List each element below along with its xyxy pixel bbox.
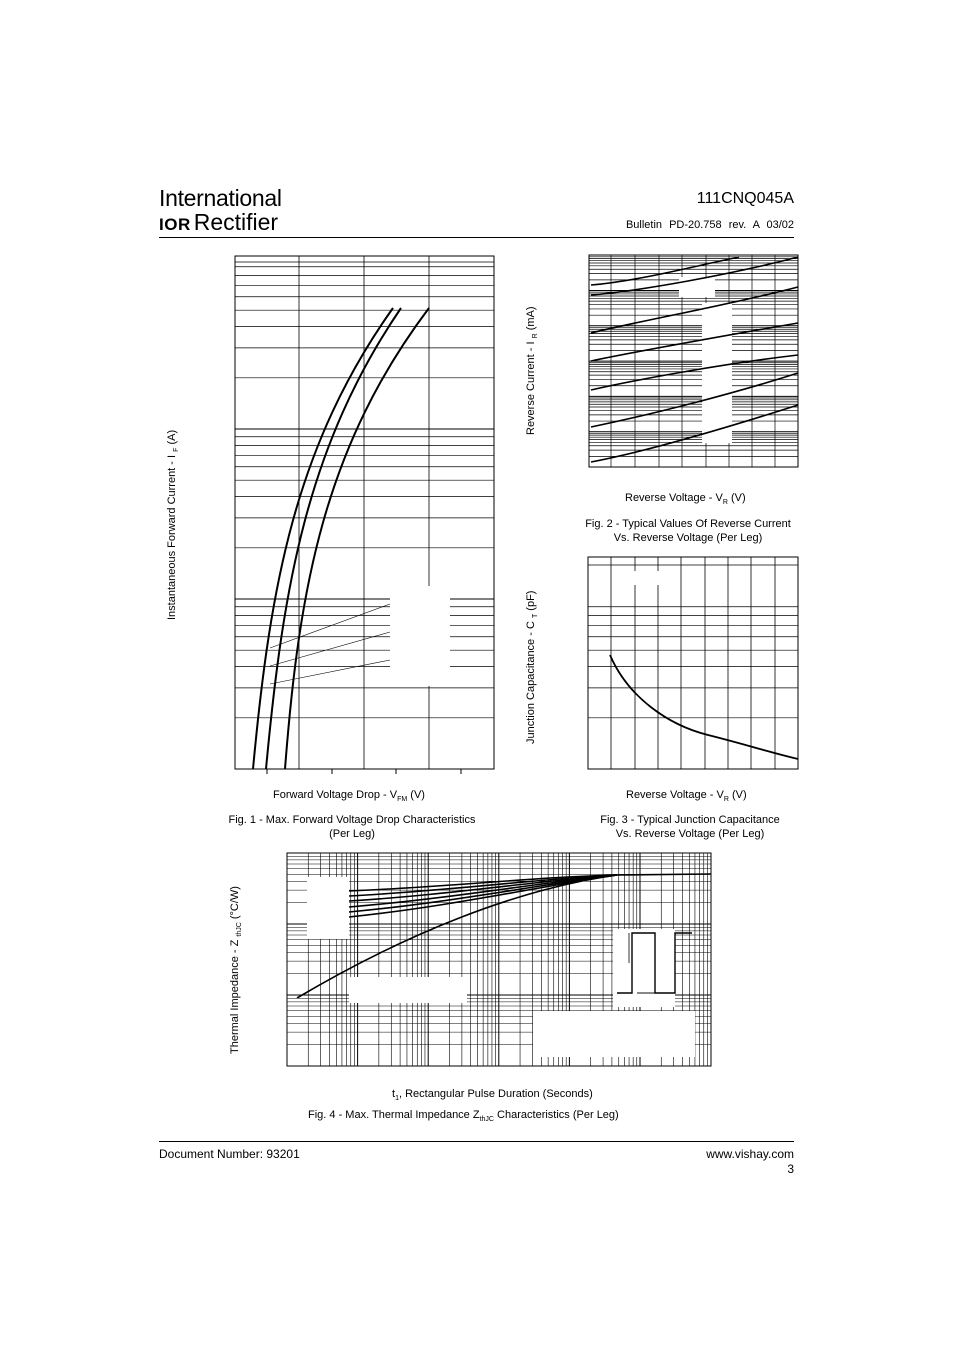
fig3-caption: Fig. 3 - Typical Junction Capacitance Vs. Reverse Voltage (Per Leg) [600,814,780,840]
fig4-chart [287,853,711,1066]
part-number: 111CNQ045A [696,190,794,207]
legend-mask [533,1011,695,1057]
logo-rectifier-text: Rectifier [193,209,279,235]
page-number: 3 [787,1162,794,1176]
fig1-chart [235,256,494,769]
bulletin-info: Bulletin PD-20.758 rev. A 03/02 [625,219,794,231]
curve-capacitance [610,655,798,759]
plot-frame [588,557,798,769]
curve-tj-125c [266,308,401,769]
curve-tj-25c [285,308,429,769]
fig2-chart [589,255,798,467]
fig3-xlabel: Reverse Voltage - $V_R$ (V) [626,789,747,804]
fig2-caption: Fig. 2 - Typical Values Of Reverse Current Vs. Reverse Voltage (Per Leg) [585,518,791,544]
legend-leader [270,632,390,666]
legend-mask [620,571,678,585]
curve-tj-2 [591,355,798,390]
fig1-caption: Fig. 1 - Max. Forward Voltage Drop Characteristics (Per Leg) [228,814,476,840]
fig2-ylabel: Reverse Current - I $_R$ (mA) [525,306,540,435]
document-number: Document Number: 93201 [159,1147,300,1161]
fig4-xlabel: $t_1$, Rectangular Pulse Duration (Seconds) [392,1088,593,1103]
fig3-ylabel: Junction Capacitance - C $_T$ (pF) [525,590,540,744]
footer-right [706,1147,794,1177]
legend-mask [349,977,467,1003]
fig2-xlabel: Reverse Voltage - $V_R$ (V) [625,492,746,507]
legend-mask [702,303,732,443]
fig4-caption: Fig. 4 - Max. Thermal Impedance $Z_{thJC}$ Characteristics (Per Leg) [308,1109,619,1124]
legend-mask [390,586,450,686]
curve-tj-6 [591,257,739,285]
logo-rectifier [159,210,278,237]
fig4-ylabel: Thermal Impedance - Z $_{thJC}$ (°C/W) [229,886,244,1054]
curve-tj-3 [591,323,798,361]
footer-rule [159,1141,794,1142]
logo-ior-mark: IOR [159,215,191,234]
curve-tail [617,874,711,875]
header-rule [159,237,794,238]
fig3-chart [588,557,798,769]
website-link[interactable]: www.vishay.com [706,1147,794,1161]
legend-mask [307,877,349,939]
fig1-xlabel: Forward Voltage Drop - $V_{FM}$ (V) [273,789,425,804]
logo-international: International [159,185,282,211]
legend-mask [613,929,675,1007]
legend-leader [270,660,390,684]
legend-leader [270,604,390,648]
fig1-ylabel: Instantaneous Forward Current - I $_F$ (A) [166,429,181,620]
